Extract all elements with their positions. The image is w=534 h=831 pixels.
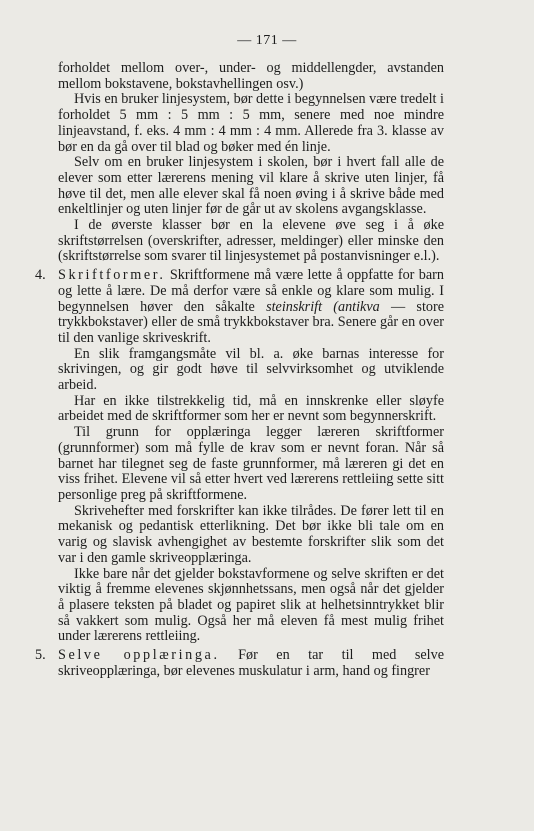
section-4 [35, 267, 445, 347]
paragraph: forholdet mellom over-, under- og middellengder, avstanden mellom bokstavene, bokstavhellingen osv.) [58, 60, 444, 92]
paragraph: Ikke bare når det gjelder bokstavformene og selve skriften er det viktig å fremme elevenes skjønnhetssans, men også når det gjelder å plasere teksten på bladet og papiret slik at helhetsinntrykket blir så vakkert som mulig. Også her må eleven få mest mulig frihet under lærerens rettleiing. [58, 565, 444, 645]
section-5 [35, 647, 445, 679]
paragraph: Hvis en bruker linjesystem, bør dette i begynnelsen være tredelt i forholdet 5 mm : 5 mm : 5 mm, senere med noe mindre linjeavstand, f. eks. 4 mm : 4 mm : 4 mm. Allerede fra 3. klasse av bør en da gå over til blad og bøker med én linje. [58, 91, 444, 155]
section-text: Skriftformene må være lette å oppfatte for barn og lette å lære. De må derfor være så enkle og klare som mulig. I begynnelsen høver den såkalte [58, 267, 445, 315]
paragraph: Skrivehefter med forskrifter kan ikke tilrådes. De fører lett til en mekanisk og pedantisk etterlikning. Det bør ikke bli tale om en varig og slavisk avhengighet av bestemte forskrifter slik som det var i den gamle skriveopplæringa. [58, 502, 444, 566]
body-text [35, 60, 445, 679]
italic-term: steinskrift (antikva [266, 298, 380, 315]
paragraph: En slik framgangsmåte vil bl. a. øke barnas interesse for skrivingen, og gir godt høve til selvvirksomhet og utviklende arbeid. [58, 345, 444, 394]
paragraph: Selv om en bruker linjesystem i skolen, bør i hvert fall alle de elever som etter lærerens mening vil klare å skrive uten linjer, få høve til det, men alle elever skal få noen øving i å skrive både med enkeltlinjer og uten linjer før de går ut av skolens avgangsklasse. [58, 154, 444, 218]
paragraph: I de øverste klasser bør en la elevene øve seg i å øke skriftstørrelsen (overskrifter, adresser, meldinger) eller minske den (skriftstørrelse som svarer til linjesystemet på postanvisninger e.l.). [58, 217, 444, 265]
paragraph: Til grunn for opplæringa legger læreren skriftformer (grunnformer) som må fylle de krav som er nevnt foran. Når så barnet har tilegnet seg de faste grunnformer, må læreren gi det en viss frihet. Elevene vil så etter hvert ved lærerens rettleiing sette sitt personlige preg på skriftformene. [58, 424, 444, 503]
paragraph: Har en ikke tilstrekkelig tid, må en innskrenke eller sløyfe arbeidet med de skriftformer som her er nevnt som begynnerskrift. [58, 392, 444, 425]
section-number: 5. [35, 647, 46, 664]
section-text: Før en tar til med selve skriveopplæringa, bør elevenes muskulatur i arm, hand og fingrer [58, 647, 445, 679]
section-text: — store trykkbokstaver) eller de små trykkbokstaver bra. Senere går en over til den vanlige skriveskrift. [58, 298, 445, 346]
section-heading: Selve opplæringa. [58, 647, 220, 664]
section-number: 4. [35, 267, 46, 284]
section-heading: Skriftformer. [58, 267, 166, 284]
page-number: — 171 — [237, 33, 297, 48]
